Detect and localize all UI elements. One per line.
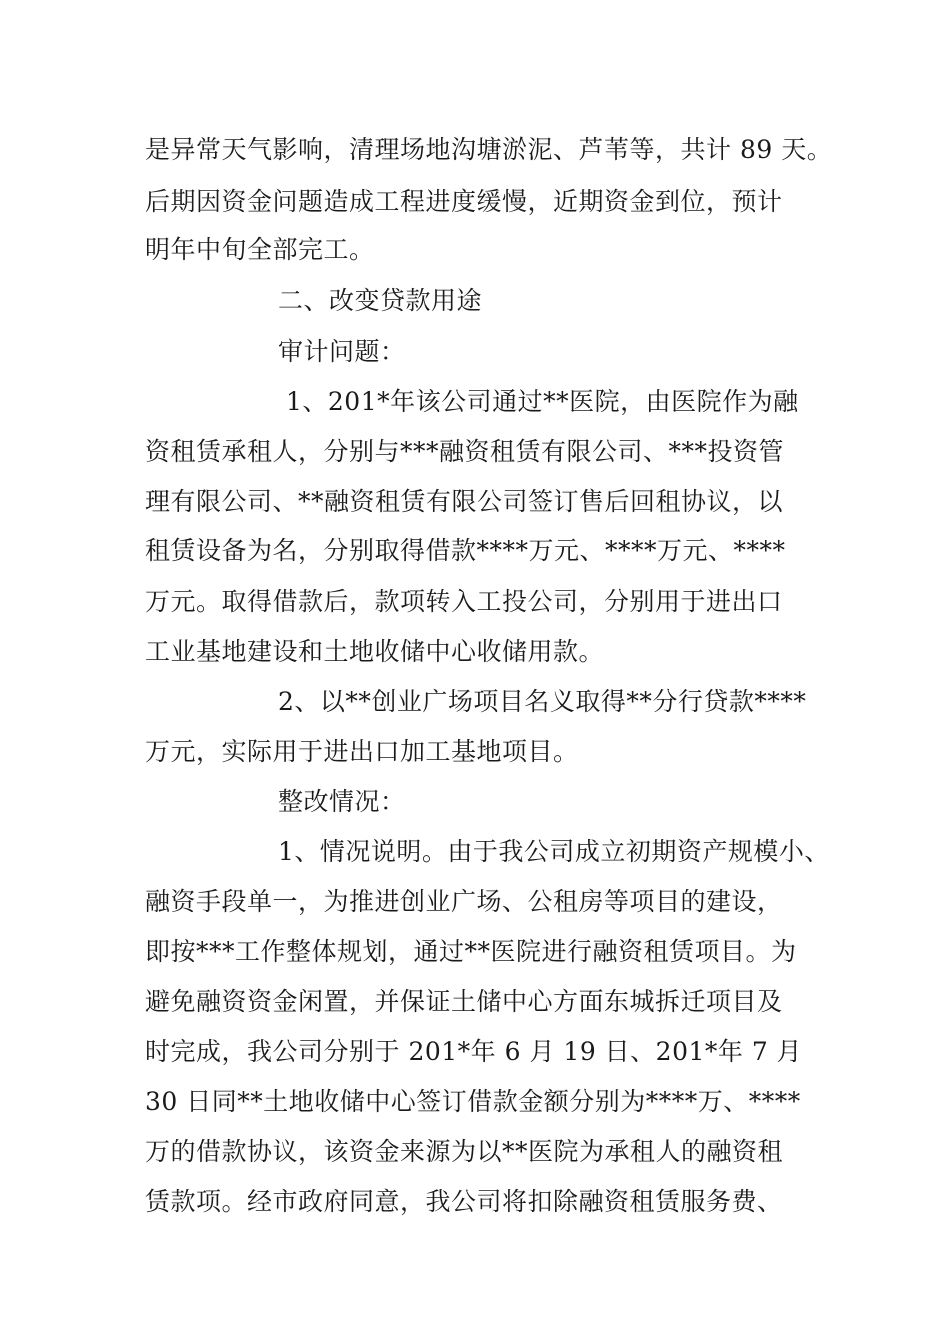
text-line: 2、以**创业广场项目名义取得**分行贷款**** (278, 687, 807, 716)
text-line: 租赁设备为名，分别取得借款****万元、****万元、**** (145, 536, 786, 565)
text-line: 时完成，我公司分别于 201*年 6 月 19 日、201*年 7 月 (145, 1037, 803, 1066)
text-line: 30 日同**土地收储中心签订借款金额分别为****万、**** (145, 1087, 801, 1116)
text-line: 资租赁承租人，分别与***融资租赁有限公司、***投资管 (145, 437, 785, 466)
text-line: 是异常天气影响，清理场地沟塘淤泥、芦苇等，共计 89 天。 (145, 135, 833, 164)
text-line: 1、201*年该公司通过**医院，由医院作为融 (286, 387, 799, 416)
text-line: 工业基地建设和土地收储中心收储用款。 (145, 637, 605, 666)
text-line: 明年中旬全部完工。 (145, 235, 375, 264)
text-line: 赁款项。经市政府同意，我公司将扣除融资租赁服务费、 (145, 1187, 783, 1216)
text-line: 理有限公司、**融资租赁有限公司签订售后回租协议，以 (145, 487, 784, 516)
text-line: 后期因资金问题造成工程进度缓慢，近期资金到位，预计 (145, 187, 783, 216)
text-line: 避免融资资金闲置，并保证土储中心方面东城拆迁项目及 (145, 987, 783, 1016)
subsection-heading: 审计问题： (278, 337, 406, 366)
text-line: 万元，实际用于进出口加工基地项目。 (145, 737, 579, 766)
text-line: 1、情况说明。由于我公司成立初期资产规模小、 (278, 837, 830, 866)
text-line: 万的借款协议，该资金来源为以**医院为承租人的融资租 (145, 1137, 784, 1166)
text-line: 万元。取得借款后，款项转入工投公司，分别用于进出口 (145, 587, 783, 616)
section-heading: 二、改变贷款用途 (278, 286, 483, 315)
subsection-heading: 整改情况： (278, 787, 406, 816)
text-line: 融资手段单一，为推进创业广场、公租房等项目的建设， (145, 887, 783, 916)
text-line: 即按***工作整体规划，通过**医院进行融资租赁项目。为 (145, 937, 797, 966)
